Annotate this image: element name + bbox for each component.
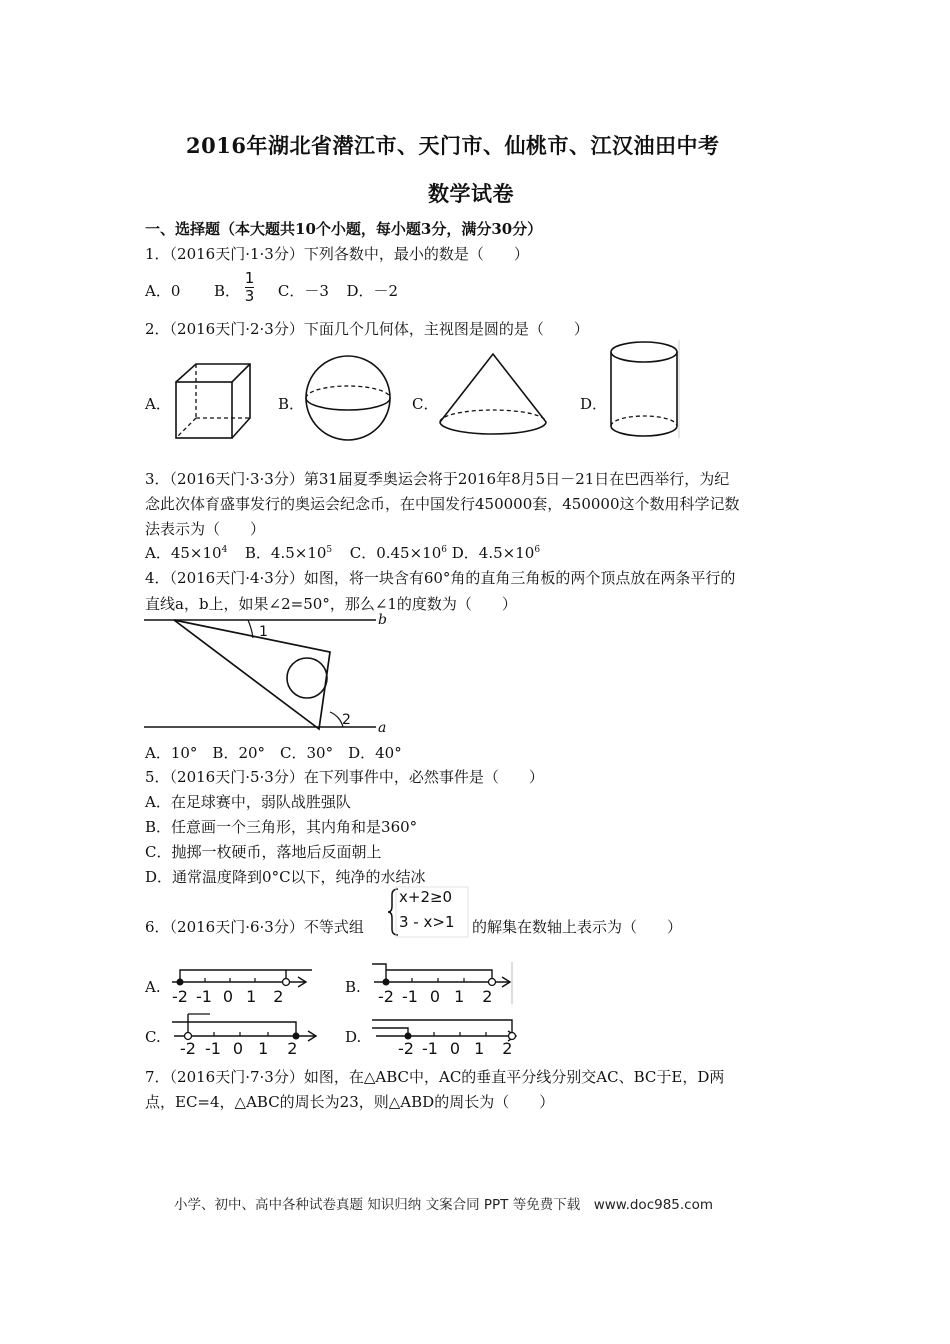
q3-line-3: 法表示为（ ） [145, 520, 266, 538]
cylinder-figure [606, 338, 682, 442]
q1-option-d: D．－2 [346, 282, 399, 300]
q1-option-b-label: B． [213, 282, 240, 300]
inequality-2: 3 - x>1 [399, 913, 455, 931]
q2-option-c: C． [412, 395, 439, 413]
triangle-hole [287, 658, 327, 698]
q3-option-b-exponent: 5 [326, 545, 333, 555]
q5-option-b: B．任意画一个三角形，其内角和是360° [145, 818, 418, 836]
q6-option-d: D. [345, 1028, 362, 1046]
number-line-d-ticks: -2 -1 0 1 2 [398, 1039, 513, 1058]
angle-1-label: 1 [259, 624, 268, 640]
q4-line-2: 直线a，b上，如果∠2=50°，那么∠1的度数为（ ） [145, 595, 517, 613]
triangle-parallel-lines-figure [144, 612, 396, 736]
q5-option-d: D．通常温度降到0°C以下，纯净的水结冰 [145, 868, 426, 886]
q1-options [145, 268, 399, 305]
q3-options [145, 542, 540, 563]
q3-line-1: 3．（2016天门·3·3分）第31届夏季奥运会将于2016年8月5日－21日在巴西举行，为纪 [145, 470, 730, 488]
q3-line-2: 念此次体育盛事发行的奥运会纪念币，在中国发行450000套，450000这个数用科学记数 [145, 495, 740, 513]
q2-option-a: A． [145, 395, 171, 413]
q2-stem: 2．（2016天门·2·3分）下面几个几何体，主视图是圆的是（ ） [145, 320, 589, 338]
q6-option-a: A. [145, 978, 161, 996]
fraction-denominator: 3 [244, 286, 255, 305]
section-heading: 一、选择题（本大题共10个小题，每小题3分，满分30分） [145, 220, 543, 238]
sphere-figure [302, 352, 394, 444]
page-footer: 小学、初中、高中各种试卷真题 知识归纳 文案合同 PPT 等免费下载 www.doc985.com [174, 1197, 714, 1213]
number-line-b-ticks: -2 -1 0 1 2 [378, 987, 493, 1006]
q3-option-c-exponent: 6 [441, 545, 447, 555]
fraction-numerator: 1 [244, 268, 255, 287]
q3-option-d-exponent: 6 [534, 545, 541, 555]
q3-option-c: C．0.45×10 [349, 544, 442, 562]
q7-line-2: 点，EC=4，△ABC的周长为23，则△ABD的周长为（ ） [145, 1093, 555, 1111]
q7-line-1: 7．（2016天门·7·3分）如图，在△ABC中，AC的垂直平分线分别交AC、BC于E，D两 [145, 1068, 725, 1086]
page-subtitle: 数学试卷 [428, 181, 514, 206]
angle-2-label: 2 [342, 712, 351, 728]
q5-option-c: C．抛掷一枚硬币，落地后反面朝上 [145, 843, 382, 861]
inequality-1: x+2≥0 [399, 888, 453, 906]
cone-figure [436, 350, 550, 440]
q2-option-b: B． [278, 395, 305, 413]
q3-option-a-exponent: 4 [221, 545, 228, 555]
q1-fraction [244, 268, 255, 305]
q3-option-a: A．45×10 [145, 544, 222, 562]
q5-option-a: A．在足球赛中，弱队战胜强队 [145, 793, 351, 811]
q6-stem-pre: 6．（2016天门·6·3分）不等式组 [145, 918, 364, 936]
q2-option-d: D． [580, 395, 608, 413]
page-title: 2016年湖北省潜江市、天门市、仙桃市、江汉油田中考 [186, 133, 720, 158]
q5-stem: 5．（2016天门·5·3分）在下列事件中，必然事件是（ ） [145, 768, 544, 786]
line-a-label: a [378, 720, 387, 736]
q1-option-a: A．0 [145, 282, 181, 300]
number-line-a-ticks: -2 -1 0 1 2 [172, 987, 284, 1006]
number-line-c-ticks: -2 -1 0 1 2 [180, 1039, 298, 1058]
q3-option-d: D．4.5×10 [451, 544, 535, 562]
q4-line-1: 4．（2016天门·4·3分）如图，将一块含有60°角的直角三角板的两个顶点放在两条平行的 [145, 569, 736, 587]
q6-option-b: B. [345, 978, 361, 996]
cube-figure [170, 360, 256, 442]
q1-stem: 1．（2016天门·1·3分）下列各数中，最小的数是（ ） [145, 245, 529, 263]
triangle-plate [174, 620, 330, 729]
q3-option-b: B．4.5×10 [244, 544, 327, 562]
q1-option-c: C．－3 [277, 282, 329, 300]
line-b-label: b [378, 612, 387, 628]
q6-stem-post: 的解集在数轴上表示为（ ） [472, 918, 683, 936]
q4-options: A．10° B．20° C．30° D．40° [145, 744, 402, 762]
q6-option-c: C. [145, 1028, 161, 1046]
